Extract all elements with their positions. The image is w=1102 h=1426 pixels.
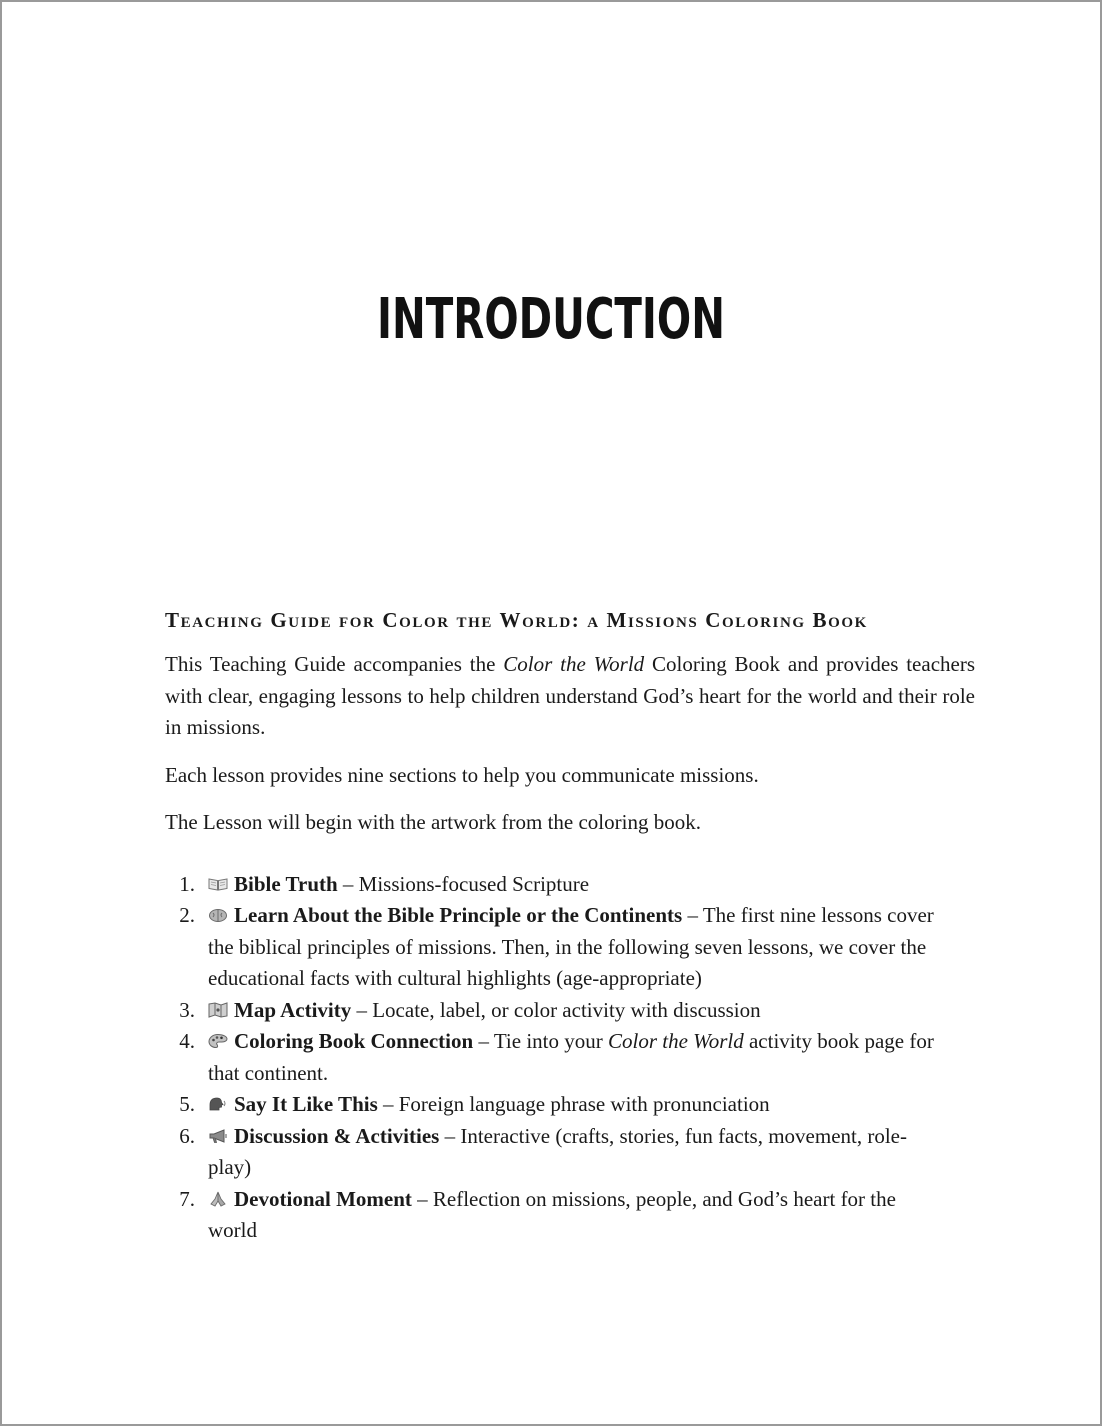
section-name: Map Activity: [234, 997, 352, 1022]
intro-content: [165, 605, 975, 1247]
intro-p1-book-title: Color the World: [503, 652, 645, 676]
list-item-number: 6.: [179, 1123, 195, 1148]
list-item: [165, 869, 935, 901]
speaking-head-icon: [208, 1096, 228, 1112]
list-item-number: 5.: [179, 1092, 195, 1116]
section-name: Say It Like This: [234, 1092, 378, 1116]
open-book-icon: [208, 876, 228, 892]
list-item: [165, 900, 935, 995]
section-description: – The first nine lessons cover the biblical principles of missions. Then, in the following seven lessons, we cover the educational facts with cultural highlights (age-appropriate): [208, 903, 934, 990]
chapter-title: INTRODUCTION: [377, 287, 725, 352]
list-item: [165, 1089, 935, 1121]
intro-paragraph-3: The Lesson will begin with the artwork from the coloring book.: [165, 810, 701, 834]
list-item: [165, 995, 935, 1027]
list-item: [165, 1184, 935, 1247]
section-heading: Teaching Guide for Color the World: a Missions Coloring Book: [165, 608, 868, 632]
list-item-number: 3.: [179, 997, 195, 1022]
section-name: Learn About the Bible Principle or the Continents: [234, 903, 683, 927]
section-desc-before: – Tie into your: [478, 1029, 603, 1053]
palette-icon: [208, 1033, 228, 1049]
section-description: – Interactive (crafts, stories, fun facts, movement, role-play): [208, 1123, 907, 1179]
section-name: Devotional Moment: [234, 1186, 412, 1211]
list-item-number: 1.: [179, 871, 195, 896]
list-item-number: 2.: [179, 903, 195, 927]
list-item: [165, 1026, 935, 1089]
intro-paragraph-1: [165, 649, 975, 744]
lesson-sections-list: [165, 869, 935, 1247]
list-item-number: 7.: [179, 1186, 195, 1211]
intro-paragraph-2: Each lesson provides nine sections to help you communicate missions.: [165, 762, 759, 787]
intro-p1-before: This Teaching Guide accompanies the: [165, 652, 496, 676]
section-name: Bible Truth: [234, 871, 338, 896]
list-item-number: 4.: [179, 1029, 195, 1053]
praying-hands-icon: [208, 1191, 228, 1207]
section-description: – Locate, label, or color activity with discussion: [356, 997, 761, 1022]
section-name: Discussion & Activities: [234, 1123, 440, 1148]
intro-p1-after: Coloring Book and provides teachers with clear, engaging lessons to help children understand God’s heart for the world and their role in missions.: [165, 652, 975, 739]
map-icon: [208, 1002, 228, 1018]
list-item: [165, 1121, 935, 1184]
brain-icon: [208, 907, 228, 923]
section-desc-book-title: Color the World: [607, 1029, 744, 1053]
megaphone-icon: [208, 1128, 228, 1144]
section-name: Coloring Book Connection: [234, 1029, 474, 1053]
section-description: – Foreign language phrase with pronunciation: [383, 1092, 770, 1116]
section-desc-after: activity book page for that continent.: [208, 1029, 934, 1085]
section-description: – Reflection on missions, people, and God’s heart for the world: [208, 1186, 896, 1242]
section-description: – Missions-focused Scripture: [342, 871, 590, 896]
